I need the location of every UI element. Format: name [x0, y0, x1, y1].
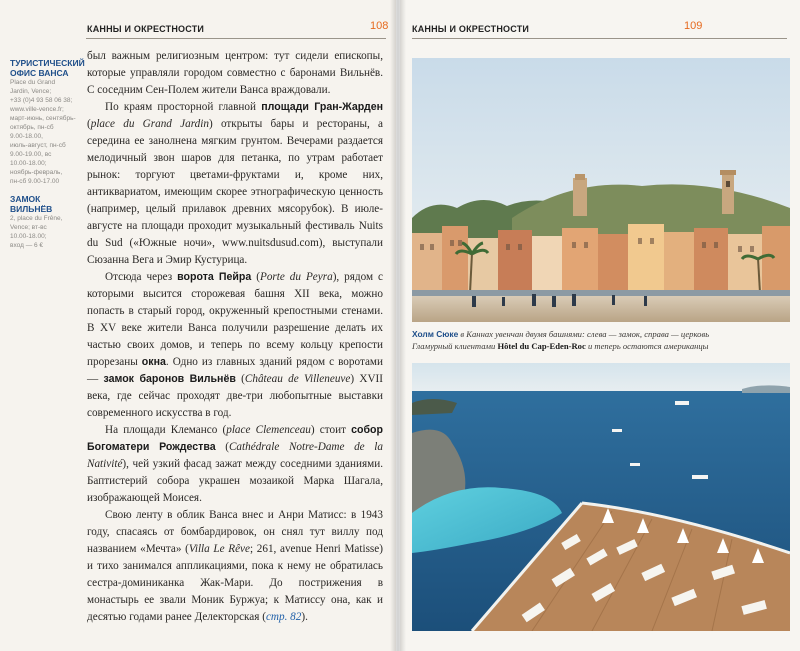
- eden-roc-photo: [412, 363, 790, 631]
- sidebar-office-title-1: ТУРИСТИЧЕСКИЙ: [10, 58, 85, 68]
- running-head-right: КАННЫ И ОКРЕСТНОСТИ: [412, 24, 530, 34]
- right-page: [400, 0, 800, 651]
- cannes-photo-illustration: [412, 58, 790, 322]
- place-name: замок баронов Вильнёв: [103, 373, 236, 385]
- caption-line-1: Холм Сюкe в Каннах увенчан двумя башнями: слева — замок, справа — церковь: [412, 329, 710, 339]
- cannes-photo: [412, 58, 790, 322]
- body-text: [87, 48, 383, 626]
- sidebar-line: +33 (0)4 93 58 06 38;: [10, 97, 73, 104]
- sidebar-line: ноябрь-февраль,: [10, 169, 63, 176]
- place-name: окна: [141, 356, 166, 368]
- sidebar-line: 10.00-18.00;: [10, 160, 47, 167]
- paragraph: По краям просторной главной площади Гран-Жарден (place du Grand Jardin) открыты бары и рестораны, а середина ее занолнена мягким грунтом. Вечерами раздается мелодичный звон шаров для петанка, по утрам работает рынок: торгуют цветами-фруктами и, кроме них, антиквариатом, имеющим скорее этнографическую ценность (например, целый прилавок древних мясорубок). В июле-августе на площади проходит музыкальный фестиваль Nuits du Sud («Южные ночи», www.nuitsdusud.com), выступали Сюзанна Вега и Эмир Кустурица.: [87, 101, 384, 266]
- sidebar-line: 10.00-18.00;: [10, 233, 47, 240]
- left-page: [0, 0, 396, 651]
- sidebar-line: 9.00-19.00, вс: [10, 151, 52, 158]
- page-reference-link[interactable]: стр. 82: [265, 611, 302, 623]
- running-head-left: КАННЫ И ОКРЕСТНОСТИ: [87, 24, 205, 34]
- place-name: площади Гран-Жарден: [261, 101, 383, 113]
- sidebar-line: Jardin, Vence;: [10, 88, 52, 95]
- page-number-right: 109: [684, 20, 703, 32]
- sidebar-line: пн-сб 9.00-17.00: [10, 178, 60, 185]
- sidebar-line: Vence; вт-вс: [10, 224, 47, 231]
- book-spine: [390, 0, 406, 651]
- sidebar-line: июль-август, пн-сб: [10, 142, 66, 149]
- header-rule: [412, 38, 787, 39]
- paragraph: На площади Клемансо (place Clemenceau) стоит собор Богоматери Рождества (Cathédrale Notre-Dame de la Nativité), чей узкий фасад зажат между соседними зданиями. Баптистерий собора украшен мозаикой Марка Шагала, изображающей Моисея.: [87, 424, 383, 504]
- sidebar-castle-title: ЗАМОК ВИЛЬНЁВ: [10, 194, 53, 214]
- paragraph: был важным религиозным центром: тут сидели епископы, которые управляли городом совместно с баронами Вильнёв. С соседним Сен-Полем жители Ванса враждовали.: [87, 50, 383, 96]
- sidebar-line: www.ville-vence.fr;: [10, 106, 64, 113]
- sidebar-line: март-июнь, сентябрь-: [10, 115, 76, 122]
- place-name: собор Богоматери Рождества: [87, 424, 383, 453]
- sidebar-line: 2, place du Frêne,: [10, 215, 63, 222]
- paragraph: Свою ленту в облик Ванса внес и Анри Матисс: в 1943 году, спасаясь от бомбардировок, он снял тут виллу под названием «Мечта» (Villa Le Rêve; 261, avenue Henri Matisse) и тихо занимался аппликациями, пока к нему не обратилась сестра-доминиканка Жак-Мари. До пострижения в монастырь ее звали Моник Буржуа; к Матиссу она, как и десятью годами ранее Делекторская (стр. 82).: [87, 509, 383, 623]
- sidebar-line: Place du Grand: [10, 79, 56, 86]
- header-rule: [86, 38, 386, 39]
- sidebar-line: 9.00-18.00,: [10, 133, 43, 140]
- sidebar-office-title-2: ОФИС ВАНСА: [10, 68, 69, 78]
- sidebar-line: вход — 6 €: [10, 242, 44, 249]
- place-name: ворота Пейра: [177, 271, 252, 283]
- sidebar-line: октябрь, пн-сб: [10, 124, 54, 131]
- photo-caption: [412, 328, 792, 352]
- caption-line-2: Гламурный клиентами Hôtel du Cap-Eden-Roc и теперь остаются американцы: [412, 341, 709, 351]
- page-number-left: 108: [370, 20, 389, 32]
- sidebar: [10, 58, 85, 250]
- paragraph: Отсюда через ворота Пейра (Porte du Peyra), рядом с которыми высится сторожевая башня XII века, можно попасть в старый город, окруженный крепостными стенами. В XV веке жители Ванса получили разрешение делать их частью своих домов, и теперь по всему кольцу крепости прорезаны окна. Одно из главных зданий рядом с воротами — замок баронов Вильнёв (Château de Villeneuve) XVII века, где сейчас проходят две-три любопытные выставки современного искусства в год.: [87, 271, 384, 419]
- eden-roc-photo-illustration: [412, 363, 790, 631]
